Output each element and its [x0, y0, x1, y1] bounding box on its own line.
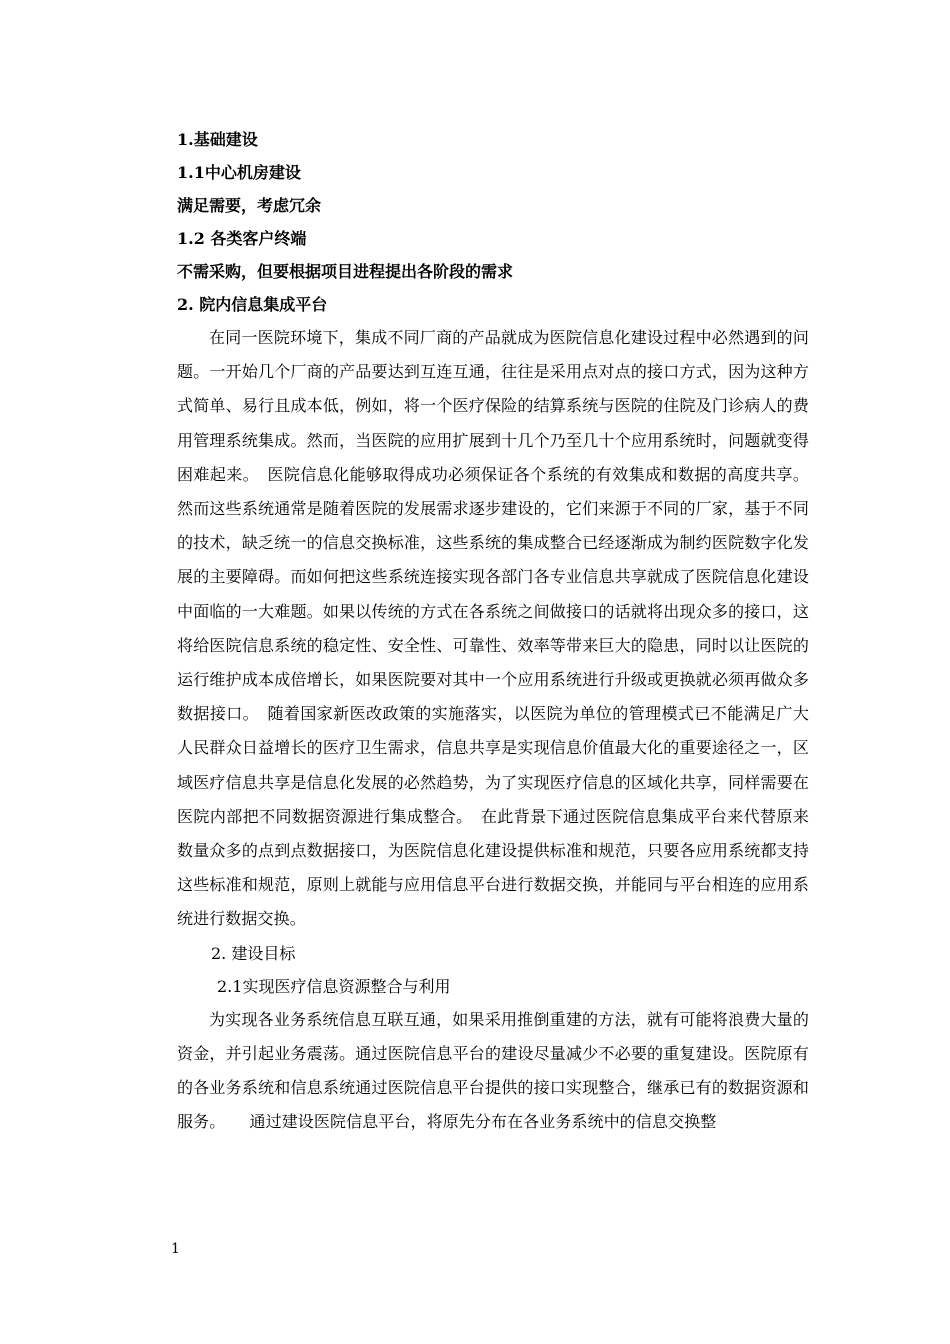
- page-number: 1: [171, 1241, 180, 1257]
- note-machine-room: 满足需要，考虑冗余: [177, 196, 322, 215]
- heading-central-machine-room: 1.1中心机房建设: [177, 163, 301, 182]
- heading-client-terminals: 1.2 各类客户终端: [177, 229, 307, 248]
- note-client-terminals: 不需采购，但要根据项目进程提出各阶段的需求: [177, 262, 514, 281]
- heading-integration-platform: 2. 院内信息集成平台: [177, 295, 328, 314]
- heading-resource-integration: 2.1实现医疗信息资源整合与利用: [217, 976, 451, 996]
- heading-basic-construction: 1.基础建设: [177, 130, 258, 149]
- document-body: [177, 123, 809, 1139]
- paragraph-integration-background: 在同一医院环境下，集成不同厂商的产品就成为医院信息化建设过程中必然遇到的问题。一开始几个厂商的产品要达到互连互通，往往是采用点对点的接口方式，因为这种方式简单、易行且成本低，例如，将一个医疗保险的结算系统与医院的住院及门诊病人的费用管理系统集成。然而，当医院的应用扩展到十几个乃至几十个应用系统时，问题就变得困难起来。 医院信息化能够取得成功必须保证各个系统的有效集成和数据的高度共享。然而这些系统通常是随着医院的发展需求逐步建设的，它们来源于不同的厂家，基于不同的技术，缺乏统一的信息交换标准，这些系统的集成整合已经逐渐成为制约医院数字化发展的主要障碍。而如何把这些系统连接实现各部门各专业信息共享就成了医院信息化建设中面临的一大难题。如果以传统的方式在各系统之间做接口的话就将出现众多的接口，这将给医院信息系统的稳定性、安全性、可靠性、效率等带来巨大的隐患，同时以让医院的运行维护成本成倍增长，如果医院要对其中一个应用系统进行升级或更换就必须再做众多数据接口。 随着国家新医改政策的实施落实，以医院为单位的管理模式已不能满足广大人民群众日益增长的医疗卫生需求，信息共享是实现信息价值最大化的重要途径之一，区域医疗信息共享是信息化发展的必然趋势，为了实现医疗信息的区域化共享，同样需要在医院内部把不同数据资源进行集成整合。 在此背景下通过医院信息集成平台来代替原来数量众多的点到点数据接口，为医院信息化建设提供标准和规范，只要各应用系统都支持这些标准和规范，原则上就能与应用信息平台进行数据交换，并能同与平台相连的应用系统进行数据交换。: [177, 328, 809, 929]
- heading-construction-goals: 2. 建设目标: [211, 943, 296, 963]
- paragraph-resource-integration: 为实现各业务系统信息互联互通，如果采用推倒重建的方法，就有可能将浪费大量的资金，并引起业务震荡。通过医院信息平台的建设尽量减少不必要的重复建设。医院原有的各业务系统和信息系统通过医院信息平台提供的接口实现整合，继承已有的数据资源和服务。 通过建设医院信息平台，将原先分布在各业务系统中的信息交换整: [177, 1009, 809, 1132]
